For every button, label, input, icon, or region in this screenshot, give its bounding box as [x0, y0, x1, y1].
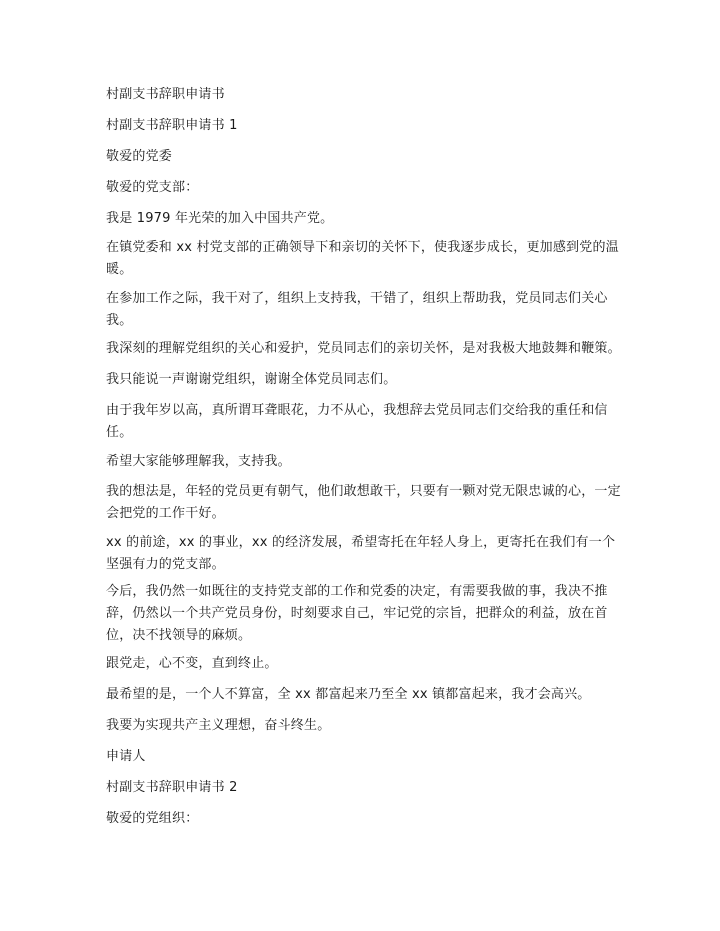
body-paragraph: 在参加工作之际，我干对了，组织上支持我，干错了，组织上帮助我，党员同志们关心我。: [106, 291, 608, 328]
body-paragraph: 今后，我仍然一如既往的支持党支部的工作和党委的决定，有需要我做的事，我决不推辞，仍然以一个共产党员身份，时刻要求自己，牢记党的宗旨，把群众的利益，放在首位，决不找领导的麻烦。: [106, 584, 608, 643]
body-paragraph: 我的想法是，年轻的党员更有朝气，他们敢想敢干，只要有一颗对党无限忠诚的心，一定会把党的工作干好。: [106, 484, 621, 521]
section-heading-2: 村副支书辞职申请书 2: [106, 780, 238, 795]
body-paragraph: 我要为实现共产主义理想，奋斗终生。: [106, 718, 331, 733]
salutation-party-organization: 敬爱的党组织：: [106, 811, 199, 826]
body-paragraph: 跟党走，心不变，直到终止。: [106, 656, 278, 671]
body-paragraph: 最希望的是，一个人不算富，全 xx 都富起来乃至全 xx 镇都富起来，我才会高兴。: [106, 687, 591, 702]
body-paragraph: 由于我年岁以高，真所谓耳聋眼花，力不从心，我想辞去党员同志们交给我的重任和信任。: [106, 403, 608, 440]
body-paragraph: 我只能说一声谢谢党组织，谢谢全体党员同志们。: [106, 372, 397, 387]
body-paragraph: 我是 1979 年光荣的加入中国共产党。: [106, 211, 334, 226]
body-paragraph: xx 的前途，xx 的事业，xx 的经济发展，希望寄托在年轻人身上，更寄托在我们有一个坚强有力的党支部。: [106, 535, 616, 572]
signature-applicant: 申请人: [106, 749, 146, 764]
section-heading-1: 村副支书辞职申请书 1: [106, 118, 238, 133]
salutation-party-committee: 敬爱的党委: [106, 149, 173, 164]
body-paragraph: 在镇党委和 xx 村党支部的正确领导下和亲切的关怀下，使我逐步成长，更加感到党的温暖。: [106, 240, 619, 277]
salutation-party-branch: 敬爱的党支部：: [106, 180, 199, 195]
body-paragraph: 我深刻的理解党组织的关心和爱护，党员同志们的亲切关怀，是对我极大地鼓舞和鞭策。: [106, 341, 621, 356]
body-paragraph: 希望大家能够理解我，支持我。: [106, 454, 291, 469]
document-title: 村副支书辞职申请书: [106, 87, 225, 102]
